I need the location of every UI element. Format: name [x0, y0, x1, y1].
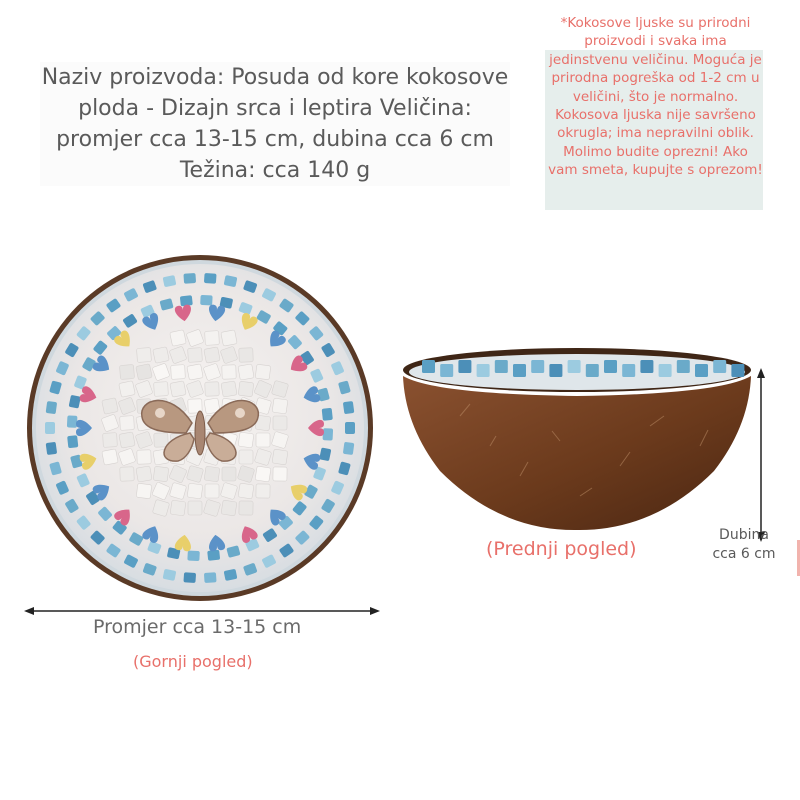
depth-arrow [754, 368, 768, 542]
pearl-tile [272, 398, 288, 414]
pearl-tile [136, 466, 152, 482]
pearl-tile [187, 364, 203, 380]
rim-tile [458, 360, 471, 373]
pearl-tile [222, 467, 236, 481]
pearl-tile [137, 348, 152, 363]
pearl-tile [255, 466, 271, 482]
product-description: Naziv proizvoda: Posuda od kore kokosove ploda - Dizajn srca i leptira Veličina: promjer cca 13-15 cm, dubina cca 6 cm Težina: cca 140 g [40, 62, 510, 186]
mosaic-tile [183, 572, 196, 583]
pearl-tile [239, 450, 253, 464]
pearl-tile [238, 432, 254, 448]
pearl-tile [273, 467, 287, 481]
pearl-tile [171, 365, 186, 380]
rim-tile [549, 364, 562, 377]
pearl-tile [255, 364, 271, 380]
pearl-tile [221, 500, 237, 516]
pearl-tile [188, 501, 202, 515]
pearl-tile [272, 449, 288, 465]
top-view-label: (Gornji pogled) [133, 652, 253, 671]
rim-tile [586, 364, 599, 377]
bowl-top-view-image [26, 254, 374, 602]
pearl-tile [153, 466, 169, 482]
mosaic-tile [187, 551, 199, 562]
pearl-tile [221, 330, 237, 346]
mosaic-tile [345, 422, 355, 434]
disclaimer-note: *Kokosove ljuske su prirodni proizvodi i svaka ima jedinstvenu veličinu. Moguća je prirodna pogreška od 1-2 cm u veličini, što je normalno. Kokosova ljuska nije savršeno okrugla; ima nepravilni oblik. Molimo budite oprezni! Ako vam smeta, kupujte s oprezom! [548, 15, 763, 179]
mosaic-tile [322, 408, 333, 421]
pearl-tile [120, 365, 135, 380]
pearl-tile [205, 484, 219, 498]
mosaic-tile [45, 422, 55, 434]
rim-tile [731, 364, 744, 377]
rim-tile [513, 364, 526, 377]
pearl-tile [256, 433, 270, 447]
pearl-tile [154, 433, 168, 447]
rim-tile [531, 360, 544, 373]
depth-label: Dubina cca 6 cm [712, 527, 776, 562]
pearl-tile [103, 433, 118, 448]
bowl-front-view-image [400, 346, 754, 531]
pearl-tile [136, 483, 152, 499]
mosaic-tile [343, 401, 355, 414]
rim-tile [495, 360, 508, 373]
mosaic-tile [180, 295, 193, 306]
pearl-tile [188, 348, 203, 363]
pearl-tile [136, 364, 153, 381]
diameter-label: Promjer cca 13-15 cm [93, 616, 302, 638]
pearl-tile [205, 382, 219, 396]
mosaic-tile [200, 295, 212, 306]
pearl-tile [154, 382, 169, 397]
pearl-tile [256, 484, 270, 498]
pearl-tile [238, 364, 254, 380]
rim-tile [640, 360, 653, 373]
rim-tile [422, 360, 435, 373]
pearl-tile [119, 381, 136, 398]
mosaic-tile [46, 401, 58, 414]
mosaic-tile [323, 428, 334, 440]
pearl-tile [239, 348, 253, 362]
pearl-tile [204, 466, 220, 482]
pearl-tile [137, 450, 151, 464]
rim-tile [695, 364, 708, 377]
rim-tile [713, 360, 726, 373]
pearl-tile [239, 501, 253, 515]
pearl-tile [153, 347, 170, 364]
mosaic-tile [183, 273, 196, 284]
rim-tile [622, 364, 635, 377]
pearl-tile [221, 381, 237, 397]
mosaic-tile [207, 550, 220, 561]
pearl-tile [102, 449, 118, 465]
front-view-label: (Prednji pogled) [486, 538, 637, 560]
pearl-tile [102, 398, 119, 415]
mosaic-tile [67, 415, 78, 427]
pearl-tile [120, 416, 135, 431]
mosaic-tile [67, 435, 78, 448]
pearl-tile [170, 381, 186, 397]
pearl-tile [170, 330, 187, 347]
pearl-tile [238, 483, 254, 499]
rim-tile [477, 364, 490, 377]
rim-tile [677, 360, 690, 373]
pearl-tile [222, 365, 236, 379]
rim-tile [568, 360, 581, 373]
mosaic-tile [343, 442, 355, 455]
rim-tile [440, 364, 453, 377]
pearl-tile [170, 500, 186, 516]
pearl-tile [238, 381, 254, 397]
mosaic-tile [204, 273, 217, 284]
pearl-tile [187, 483, 203, 499]
pearl-tile [204, 347, 220, 363]
pearl-tile [273, 416, 287, 430]
rim-tile [659, 364, 672, 377]
rim-tile [604, 360, 617, 373]
pearl-tile [205, 331, 220, 346]
pearl-tile [119, 432, 135, 448]
pearl-tile [120, 467, 134, 481]
mosaic-tile [46, 442, 58, 455]
mosaic-tile [204, 572, 217, 583]
